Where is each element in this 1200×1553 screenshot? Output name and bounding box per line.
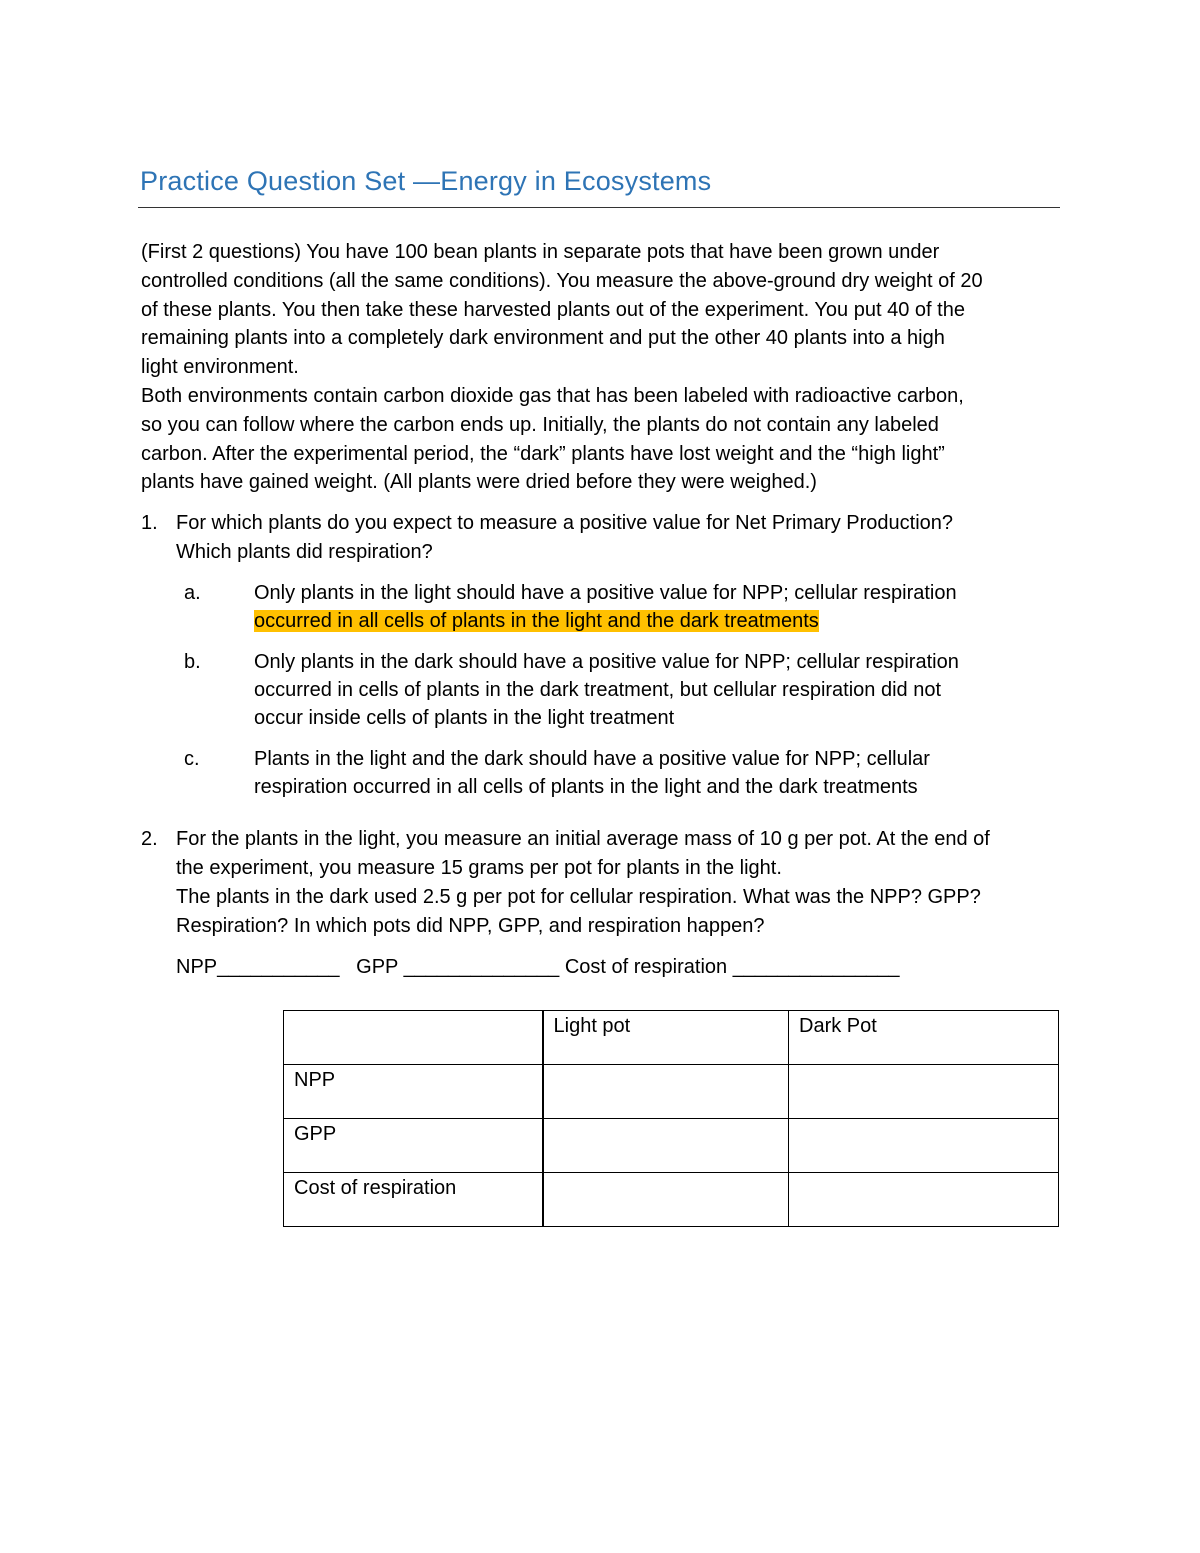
question-2-number: 2. — [141, 828, 158, 850]
intro-line: remaining plants into a completely dark environment and put the other 40 plants into a high — [141, 327, 945, 350]
option-line: occur inside cells of plants in the light treatment — [254, 707, 675, 729]
answer-cell[interactable] — [789, 1065, 1059, 1119]
option-line: respiration occurred in all cells of plants in the light and the dark treatments — [254, 776, 918, 798]
answer-cell[interactable] — [543, 1065, 789, 1119]
answer-cell[interactable] — [543, 1173, 789, 1227]
table-row — [284, 1173, 1059, 1227]
option-b-text — [254, 648, 1066, 732]
option-line: Only plants in the light should have a positive value for NPP; cellular respiration — [254, 582, 957, 604]
question-line: Respiration? In which pots did NPP, GPP, and respiration happen? — [176, 915, 765, 937]
intro-line: Both environments contain carbon dioxide gas that has been labeled with radioactive carbon, — [141, 384, 964, 407]
answer-table — [283, 1010, 1059, 1227]
intro-line: controlled conditions (all the same conditions). You measure the above-ground dry weight of 20 — [141, 269, 983, 292]
intro-line: light environment. — [141, 356, 299, 379]
question-1-text — [176, 509, 1066, 567]
option-line: Plants in the light and the dark should have a positive value for NPP; cellular — [254, 748, 930, 770]
table-header-cell: Dark Pot — [789, 1011, 1059, 1065]
question-1-number: 1. — [141, 512, 158, 534]
intro-line: of these plants. You then take these harvested plants out of the experiment. You put 40 of the — [141, 298, 965, 321]
answer-blanks[interactable]: NPP___________ GPP ______________ Cost of respiration _______________ — [176, 956, 900, 978]
table-row — [284, 1119, 1059, 1173]
table-header-cell — [284, 1011, 543, 1065]
row-label: GPP — [284, 1119, 543, 1173]
intro-line: (First 2 questions) You have 100 bean plants in separate pots that have been grown under — [141, 241, 940, 263]
table-row — [284, 1065, 1059, 1119]
option-a-text — [254, 579, 1066, 635]
intro-paragraph — [141, 238, 1066, 497]
question-line: Which plants did respiration? — [176, 541, 433, 563]
row-label: Cost of respiration — [284, 1173, 543, 1227]
highlighted-answer: occurred in all cells of plants in the light and the dark treatments — [254, 610, 819, 632]
table-header-cell: Light pot — [543, 1011, 789, 1065]
answer-cell[interactable] — [543, 1119, 789, 1173]
option-line: occurred in cells of plants in the dark treatment, but cellular respiration did not — [254, 679, 942, 701]
option-c-letter: c. — [184, 748, 200, 770]
page-title: Practice Question Set —Energy in Ecosystems — [140, 166, 712, 196]
table-header-row — [284, 1011, 1059, 1065]
option-c-text — [254, 745, 1066, 801]
intro-line: plants have gained weight. (All plants were dried before they were weighed.) — [141, 471, 817, 494]
intro-line: carbon. After the experimental period, the “dark” plants have lost weight and the “high light” — [141, 442, 945, 465]
option-b-letter: b. — [184, 651, 201, 673]
question-line: For the plants in the light, you measure an initial average mass of 10 g per pot. At the end of — [176, 828, 990, 850]
answer-cell[interactable] — [789, 1173, 1059, 1227]
question-line: The plants in the dark used 2.5 g per pot for cellular respiration. What was the NPP? GPP? — [176, 886, 981, 908]
intro-line: so you can follow where the carbon ends up. Initially, the plants do not contain any labeled — [141, 413, 939, 436]
option-a-letter: a. — [184, 582, 201, 604]
title-rule — [138, 207, 1060, 208]
question-line: the experiment, you measure 15 grams per pot for plants in the light. — [176, 857, 782, 879]
question-line: For which plants do you expect to measure a positive value for Net Primary Production? — [176, 512, 954, 534]
option-line: Only plants in the dark should have a positive value for NPP; cellular respiration — [254, 651, 959, 673]
row-label: NPP — [284, 1065, 543, 1119]
answer-cell[interactable] — [789, 1119, 1059, 1173]
question-2-text — [176, 825, 1066, 941]
